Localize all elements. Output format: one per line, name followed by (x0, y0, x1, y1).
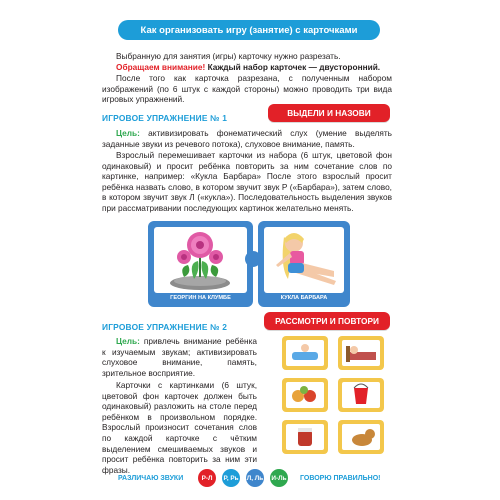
tile-jar (282, 420, 328, 454)
exercise-1-badge: ВЫДЕЛИ И НАЗОВИ (268, 104, 390, 122)
tile-bucket (338, 378, 384, 412)
sound-circle-i-lj: И-Ль (270, 469, 288, 487)
exercise-2-heading: ИГРОВОЕ УПРАЖНЕНИЕ № 2 (102, 322, 228, 332)
exercise-2-goal (102, 336, 257, 378)
exercise-2-body: Карточки с картинками (6 штук, цветовой фон карточек должен быть одинаковый) разложить на столе перед ребёнком в произвольном порядке. Взрослый произносит сочетания слов по каждой карточке с чётким выделением смешиваемых звуков и просит ребёнка повторить за ним эти фразы. (102, 380, 257, 475)
dahlia-image (154, 227, 247, 293)
puzzle-card-dahlia (148, 221, 253, 307)
picture-tiles-grid (282, 336, 386, 454)
tile-bath (282, 336, 328, 370)
dahlia-caption: ГЕОРГИН НА КЛУМБЕ (170, 295, 231, 301)
footer-right-label: ГОВОРЮ ПРАВИЛЬНО! (300, 475, 381, 482)
page-title-banner: Как организовать игру (занятие) с карточками (118, 20, 380, 40)
exercise-2-badge: РАССМОТРИ И ПОВТОРИ (264, 312, 390, 330)
sound-circle-r-rj: Р, Рь (222, 469, 240, 487)
exercise-1-body: Взрослый перемешивает карточки из набора (6 штук, цветовой фон одинаковый) и просит ребёнка повторить за ним сочетание слов по картинке, например: «Кукла Барбара» После этого взрослый просит ребёнка назвать слово, в котором звучит звук Р («Барбара»), затем слово, в котором звучит звук Л («кукла»). Последовательность выделения звуков при рассматривании последующих картинок желательно менять. (102, 150, 392, 213)
tile-bed (338, 336, 384, 370)
intro-paragraph-1: Выбранную для занятия (игры) карточку нужно разрезать. (116, 51, 341, 61)
goal-text: привлечь внимание ребёнка к изучаемым звукам; активизировать слуховое внимание, память, зрительное восприятие. (102, 336, 257, 378)
puzzle-card-barbie (258, 221, 350, 307)
attention-text: Каждый набор карточек — двусторонний. (205, 62, 381, 72)
exercise-1-goal (102, 128, 392, 149)
goal-label: Цель: (116, 336, 140, 346)
tile-fruits (282, 378, 328, 412)
sound-circle-r-l: Р-Л (198, 469, 216, 487)
sound-circle-l-lj: Л, Ль (246, 469, 264, 487)
exercise-1-heading: ИГРОВОЕ УПРАЖНЕНИЕ № 1 (102, 113, 228, 123)
barbie-image (264, 227, 344, 293)
footer-left-label: РАЗЛИЧАЮ ЗВУКИ (118, 475, 184, 482)
goal-label: Цель: (116, 128, 140, 138)
attention-label: Обращаем внимание! (116, 62, 206, 72)
intro-paragraph-3: После того как карточка разрезана, с полученным набором изображений (по 6 штук с каждой стороны) можно проводить три вида игровых упражнений. (102, 73, 392, 105)
barbie-caption: КУКЛА БАРБАРА (280, 295, 328, 301)
tile-dog (338, 420, 384, 454)
intro-attention (102, 62, 392, 73)
goal-text: активизировать фонематический слух (умение выделять заданные звуки из речевого потока), слуховое внимание, память. (102, 128, 392, 149)
